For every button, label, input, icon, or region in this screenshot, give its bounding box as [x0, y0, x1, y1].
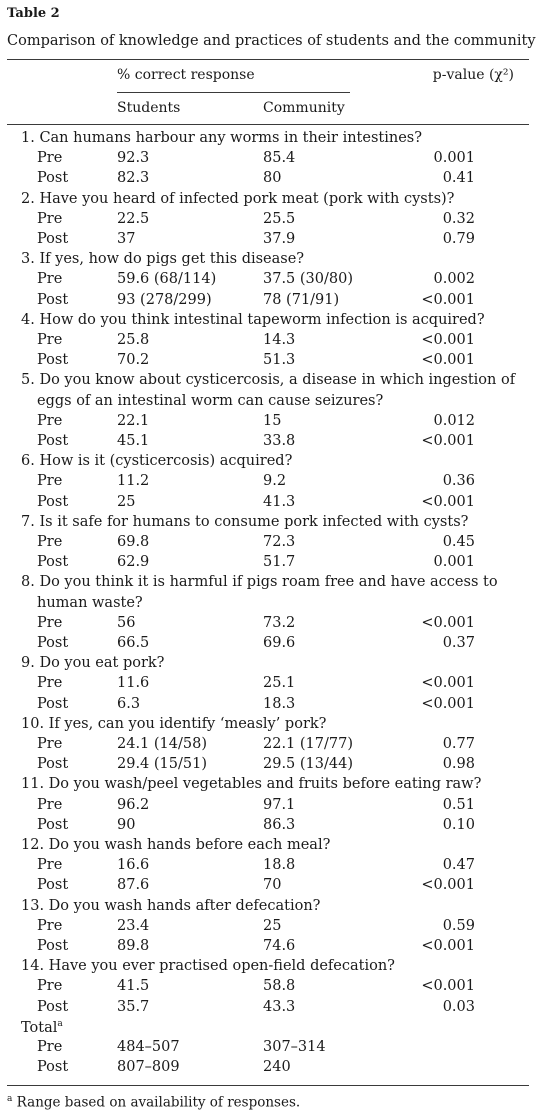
community-value: 37.9 [263, 231, 296, 247]
table-row [0, 999, 536, 1019]
students-value: 92.3 [117, 150, 150, 167]
header-subrule [117, 92, 350, 93]
community-value: 22.1 (17/77) [263, 736, 353, 752]
table-row [0, 736, 536, 756]
community-value: 78 (71/91) [263, 291, 340, 308]
p-value: 0.001 [433, 554, 475, 571]
students-value: 87.6 [117, 877, 150, 894]
row-label: Pre [37, 210, 63, 227]
table-row [0, 756, 536, 776]
p-value: 0.001 [433, 150, 475, 167]
table-footnote [7, 1094, 300, 1111]
students-value: 59.6 (68/114) [117, 271, 217, 288]
p-value: 0.002 [433, 271, 475, 288]
total-label-text: Total [21, 1019, 58, 1036]
community-value: 69.6 [263, 635, 296, 651]
students-value: 89.8 [117, 938, 150, 954]
question-text: 8. Do you think it is harmful if pigs roam free and have access to [21, 574, 498, 591]
row-label: Pre [37, 857, 63, 874]
table-row [0, 211, 536, 231]
students-value: 11.6 [117, 675, 150, 692]
total-footnote-marker: a [57, 1018, 63, 1029]
students-value: 90 [117, 816, 136, 833]
table-row [0, 534, 536, 554]
row-label: Pre [37, 412, 63, 429]
students-value: 29.4 (15/51) [117, 756, 207, 773]
question-text: 6. How is it (cysticercosis) acquired? [21, 453, 293, 470]
header-correct-response: % correct response [117, 67, 255, 83]
students-value: 70.2 [117, 352, 150, 369]
question-text-continued: eggs of an intestinal worm can cause seizures? [37, 392, 384, 409]
table-row [0, 857, 536, 877]
row-label: Pre [37, 675, 63, 692]
p-value: 0.012 [433, 412, 475, 429]
header-students: Students [117, 100, 181, 116]
table-row [0, 332, 536, 352]
row-label: Pre [37, 736, 63, 752]
table-row [0, 352, 536, 372]
row-label: Pre [37, 978, 63, 995]
question-text: 13. Do you wash hands after defecation? [21, 897, 321, 914]
p-value: 0.37 [442, 635, 475, 651]
question-text: 11. Do you wash/peel vegetables and fruits before eating raw? [21, 776, 482, 793]
community-value: 86.3 [263, 816, 296, 833]
students-value: 25 [117, 493, 136, 510]
community-value: 41.3 [263, 493, 296, 510]
p-value: 0.47 [442, 857, 475, 874]
students-value: 22.1 [117, 412, 150, 429]
community-value: 240 [263, 1059, 291, 1076]
p-value: 0.45 [442, 534, 475, 550]
p-value: <0.001 [421, 352, 475, 369]
p-value: 0.77 [442, 736, 475, 752]
question-text: 12. Do you wash hands before each meal? [21, 837, 331, 853]
students-value: 37 [117, 231, 136, 247]
p-value: <0.001 [421, 493, 475, 510]
table-row [0, 918, 536, 938]
table-row [0, 817, 536, 837]
header-pvalue: p-value (χ²) [432, 67, 514, 83]
students-value: 66.5 [117, 635, 150, 651]
community-value: 33.8 [263, 433, 296, 449]
table-row [0, 675, 536, 695]
community-value: 14.3 [263, 332, 296, 348]
p-value: <0.001 [421, 978, 475, 995]
question-text: 9. Do you eat pork? [21, 655, 165, 672]
question-text: 10. If yes, can you identify ‘measly’ pork? [21, 715, 327, 732]
row-label: Post [37, 816, 69, 833]
p-value: 0.59 [442, 917, 475, 934]
p-value: 0.51 [442, 796, 475, 813]
table-row [0, 231, 536, 251]
community-value: 25.5 [263, 210, 296, 227]
table-caption: Comparison of knowledge and practices of students and the community [7, 33, 536, 49]
p-value: <0.001 [421, 433, 475, 449]
students-value: 62.9 [117, 554, 150, 571]
community-value: 80 [263, 170, 282, 187]
row-label: Pre [37, 614, 63, 631]
students-value: 484–507 [117, 1039, 180, 1055]
students-value: 82.3 [117, 170, 150, 187]
community-value: 85.4 [263, 150, 296, 167]
row-label: Post [37, 635, 69, 651]
row-label: Pre [37, 917, 63, 934]
header-rule [7, 124, 529, 125]
p-value: <0.001 [421, 614, 475, 631]
students-value: 807–809 [117, 1059, 180, 1076]
p-value: <0.001 [421, 675, 475, 692]
p-value: <0.001 [421, 291, 475, 308]
p-value: 0.10 [442, 816, 475, 833]
students-value: 45.1 [117, 433, 150, 449]
row-label: Post [37, 938, 69, 954]
p-value: 0.41 [442, 170, 475, 187]
question-text: 14. Have you ever practised open-field defecation? [21, 958, 395, 975]
community-value: 58.8 [263, 978, 296, 995]
question-text: 7. Is it safe for humans to consume pork infected with cysts? [21, 513, 469, 530]
total-label [21, 1019, 63, 1036]
students-value: 25.8 [117, 332, 150, 348]
footnote-marker: a [7, 1094, 13, 1104]
community-value: 70 [263, 877, 282, 894]
table-row [0, 978, 536, 998]
row-label: Post [37, 170, 69, 187]
students-value: 93 (278/299) [117, 291, 212, 308]
community-value: 74.6 [263, 938, 296, 954]
table-row [0, 1059, 536, 1079]
community-value: 72.3 [263, 534, 296, 550]
row-label: Pre [37, 796, 63, 813]
students-value: 24.1 (14/58) [117, 736, 207, 752]
community-value: 307–314 [263, 1039, 326, 1055]
table-row [0, 292, 536, 312]
question-text: 2. Have you heard of infected pork meat (pork with cysts)? [21, 190, 455, 207]
row-label: Post [37, 554, 69, 571]
row-label: Post [37, 756, 69, 773]
table-row [0, 554, 536, 574]
question-text: 3. If yes, how do pigs get this disease? [21, 251, 305, 268]
row-label: Post [37, 695, 69, 712]
community-value: 15 [263, 412, 282, 429]
p-value: 0.32 [442, 210, 475, 227]
students-value: 35.7 [117, 998, 150, 1015]
students-value: 16.6 [117, 857, 150, 874]
row-label: Post [37, 877, 69, 894]
table-row [0, 473, 536, 493]
table-row [0, 433, 536, 453]
bottom-rule [7, 1085, 529, 1086]
table-row [0, 271, 536, 291]
table-row [0, 170, 536, 190]
community-value: 97.1 [263, 796, 296, 813]
students-value: 96.2 [117, 796, 150, 813]
table-row [0, 150, 536, 170]
students-value: 6.3 [117, 695, 141, 712]
p-value: 0.79 [442, 231, 475, 247]
row-label: Pre [37, 332, 63, 348]
p-value: 0.36 [442, 473, 475, 490]
table-row [0, 635, 536, 655]
table-label: Table 2 [7, 6, 60, 21]
row-label: Pre [37, 150, 63, 167]
p-value: <0.001 [421, 332, 475, 348]
row-label: Pre [37, 473, 63, 490]
community-value: 9.2 [263, 473, 287, 490]
community-value: 73.2 [263, 614, 296, 631]
p-value: <0.001 [421, 695, 475, 712]
community-value: 29.5 (13/44) [263, 756, 353, 773]
row-label: Pre [37, 271, 63, 288]
table-row [0, 615, 536, 635]
table-row [0, 413, 536, 433]
community-value: 51.3 [263, 352, 296, 369]
table-row [0, 797, 536, 817]
students-value: 41.5 [117, 978, 150, 995]
students-value: 56 [117, 614, 136, 631]
p-value: <0.001 [421, 877, 475, 894]
row-label: Post [37, 998, 69, 1015]
question-text: 4. How do you think intestinal tapeworm infection is acquired? [21, 311, 485, 328]
row-label: Post [37, 291, 69, 308]
community-value: 37.5 (30/80) [263, 271, 353, 288]
row-label: Post [37, 352, 69, 369]
students-value: 23.4 [117, 917, 150, 934]
p-value: 0.03 [442, 998, 475, 1015]
question-text: 1. Can humans harbour any worms in their intestines? [21, 130, 422, 146]
p-value: 0.98 [442, 756, 475, 773]
table-row [0, 938, 536, 958]
question-text-continued: human waste? [37, 594, 143, 611]
header-community: Community [263, 100, 345, 116]
community-value: 18.3 [263, 695, 296, 712]
table-row [0, 494, 536, 514]
community-value: 25 [263, 917, 282, 934]
row-label: Pre [37, 1039, 63, 1055]
question-text: 5. Do you know about cysticercosis, a disease in which ingestion of [21, 372, 516, 389]
row-label: Pre [37, 534, 63, 550]
table-row [0, 877, 536, 897]
footnote-text: Range based on availability of responses. [12, 1094, 301, 1111]
table-row [0, 1039, 536, 1059]
students-value: 22.5 [117, 210, 150, 227]
top-rule [7, 59, 529, 60]
community-value: 25.1 [263, 675, 296, 692]
community-value: 43.3 [263, 998, 296, 1015]
row-label: Post [37, 433, 69, 449]
row-label: Post [37, 231, 69, 247]
p-value: <0.001 [421, 938, 475, 954]
students-value: 11.2 [117, 473, 150, 490]
community-value: 18.8 [263, 857, 296, 874]
students-value: 69.8 [117, 534, 150, 550]
table-row [0, 696, 536, 716]
row-label: Post [37, 1059, 69, 1076]
community-value: 51.7 [263, 554, 296, 571]
row-label: Post [37, 493, 69, 510]
